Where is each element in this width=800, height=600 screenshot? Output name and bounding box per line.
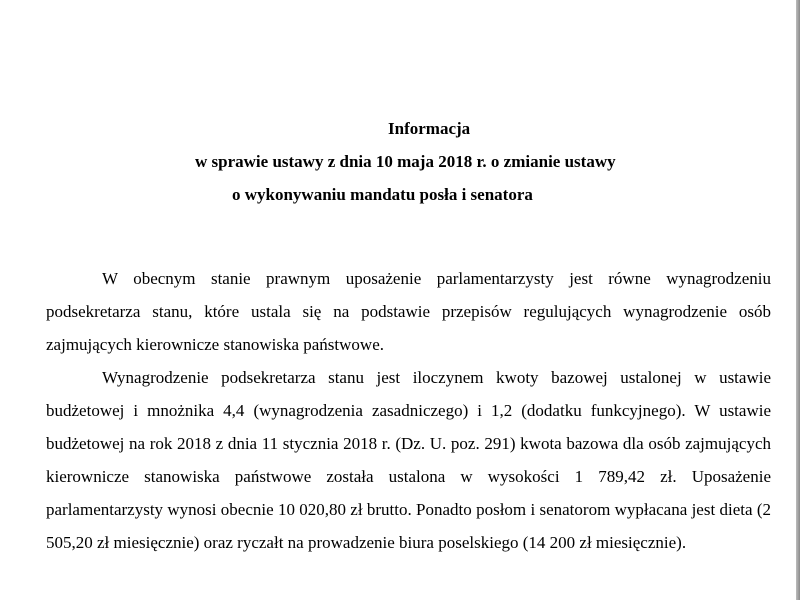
paragraph-2: Wynagrodzenie podsekretarza stanu jest iloczynem kwoty bazowej ustalonej w ustawie budżetowej i mnożnika 4,4 (wynagrodzenia zasadniczego) i 1,2 (dodatku funkcyjnego). W ustawie budżetowej na rok 2018 z dnia 11 stycznia 2018 r. (Dz. U. poz. 291) kwota bazowa dla osób zajmujących kierownicze stanowiska państwowe została ustalona w wysokości 1 789,42 zł. Uposażenie parlamentarzysty wynosi obecnie 10 020,80 zł brutto. Ponadto posłom i senatorom wypłacana jest dieta (2 505,20 zł miesięcznie) oraz ryczałt na prowadzenie biura poselskiego (14 200 zł miesięcznie). (46, 368, 771, 552)
title-line-3: o wykonywaniu mandatu posła i senatora (232, 185, 533, 204)
title-line-1: Informacja (388, 119, 471, 138)
document-body (46, 262, 771, 559)
paragraph-1: W obecnym stanie prawnym uposażenie parlamentarzysty jest równe wynagrodzeniu podsekretarza stanu, które ustala się na podstawie przepisów regulujących wynagrodzenie osób zajmujących kierownicze stanowiska państwowe. (46, 269, 771, 354)
title-line-2: w sprawie ustawy z dnia 10 maja 2018 r. o zmianie ustawy (195, 152, 616, 171)
